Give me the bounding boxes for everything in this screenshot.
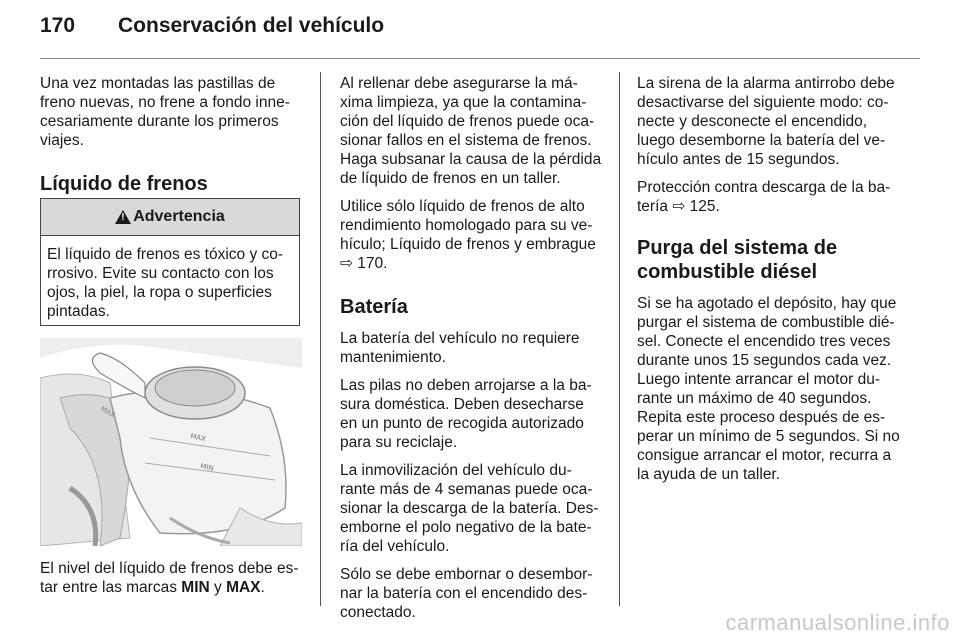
warning-box — [40, 198, 300, 326]
svg-text:MAX: MAX — [99, 404, 117, 420]
paragraph: Las pilas no deben arrojarse a la ba-sura doméstica. Deben desecharse en un punto de recogida autorizado para su reciclaje. — [340, 377, 592, 451]
page-title: Conservación del vehículo — [118, 14, 385, 37]
warning-title: Advertencia — [133, 208, 225, 225]
header-rule — [40, 58, 920, 59]
column-divider-2 — [619, 72, 620, 606]
paragraph: Al rellenar debe asegurarse la má-xima limpieza, ya que la contamina-ción del líquido de frenos puede oca-sionar fallos en el sistema de frenos. Haga subsanar la causa de la pérdida de líquido de frenos en un taller. — [340, 75, 602, 187]
intro-paragraph: Una vez montadas las pastillas de freno nuevas, no frene a fondo inne-cesariamente durante los primeros viajes. — [40, 75, 290, 149]
heading-battery: Batería — [340, 296, 408, 318]
column-3 — [637, 74, 902, 493]
paragraph: Si se ha agotado el depósito, hay que purgar el sistema de combustible dié-sel. Conecte el encendido tres veces durante unos 15 segundos cada vez. Luego intente arrancar el motor du-rante un máximo de 40 segundos. Repita este proceso después de es-perar un mínimo de 5 segundos. Si no consigue arrancar el motor, recurra a la ayuda de un taller. — [637, 295, 900, 483]
column-2 — [340, 74, 602, 631]
page-number: 170 — [40, 14, 76, 37]
paragraph: Protección contra descarga de la ba-tería ⇨ 125. — [637, 179, 891, 215]
paragraph: La sirena de la alarma antirrobo debe desactivarse del siguiente modo: co-necte y desconecte el encendido, luego desemborne la batería del ve-hículo antes de 15 segundos. — [637, 75, 895, 168]
mark-max: MAX — [226, 579, 261, 596]
paragraph: Utilice sólo líquido de frenos de alto rendimiento homologado para su ve-hículo; Líquido de frenos y embrague ⇨ 170. — [340, 198, 596, 272]
heading-diesel-purge: Purga del sistema de combustible diésel — [637, 237, 838, 283]
heading-brake-fluid: Líquido de frenos — [40, 173, 208, 195]
watermark: carmanualsonline.info — [725, 610, 950, 635]
svg-text:MAX: MAX — [189, 432, 207, 444]
brake-fluid-reservoir-illustration — [40, 338, 302, 546]
warning-header — [41, 199, 299, 236]
column-divider-1 — [320, 72, 321, 606]
illustration-caption: El nivel del líquido de frenos debe es-tar entre las marcas MIN y MAX. — [40, 560, 299, 596]
paragraph: Sólo se debe embornar o desembor-nar la batería con el encendido des-conectado. — [340, 566, 593, 621]
page-header — [40, 14, 384, 50]
paragraph: La batería del vehículo no requiere mantenimiento. — [340, 330, 580, 366]
warning-triangle-icon: ! — [115, 210, 131, 224]
paragraph: La inmovilización del vehículo du-rante más de 4 semanas puede oca-sionar la descarga de la batería. Des-emborne el polo negativo de la bate-ría del vehículo. — [340, 462, 599, 555]
column-1 — [40, 74, 302, 159]
svg-text:MIN: MIN — [199, 462, 215, 473]
mark-min: MIN — [181, 579, 210, 596]
warning-body: El líquido de frenos es tóxico y co-rrosivo. Evite su contacto con los ojos, la piel, la ropa o superficies pintadas. — [47, 246, 284, 320]
